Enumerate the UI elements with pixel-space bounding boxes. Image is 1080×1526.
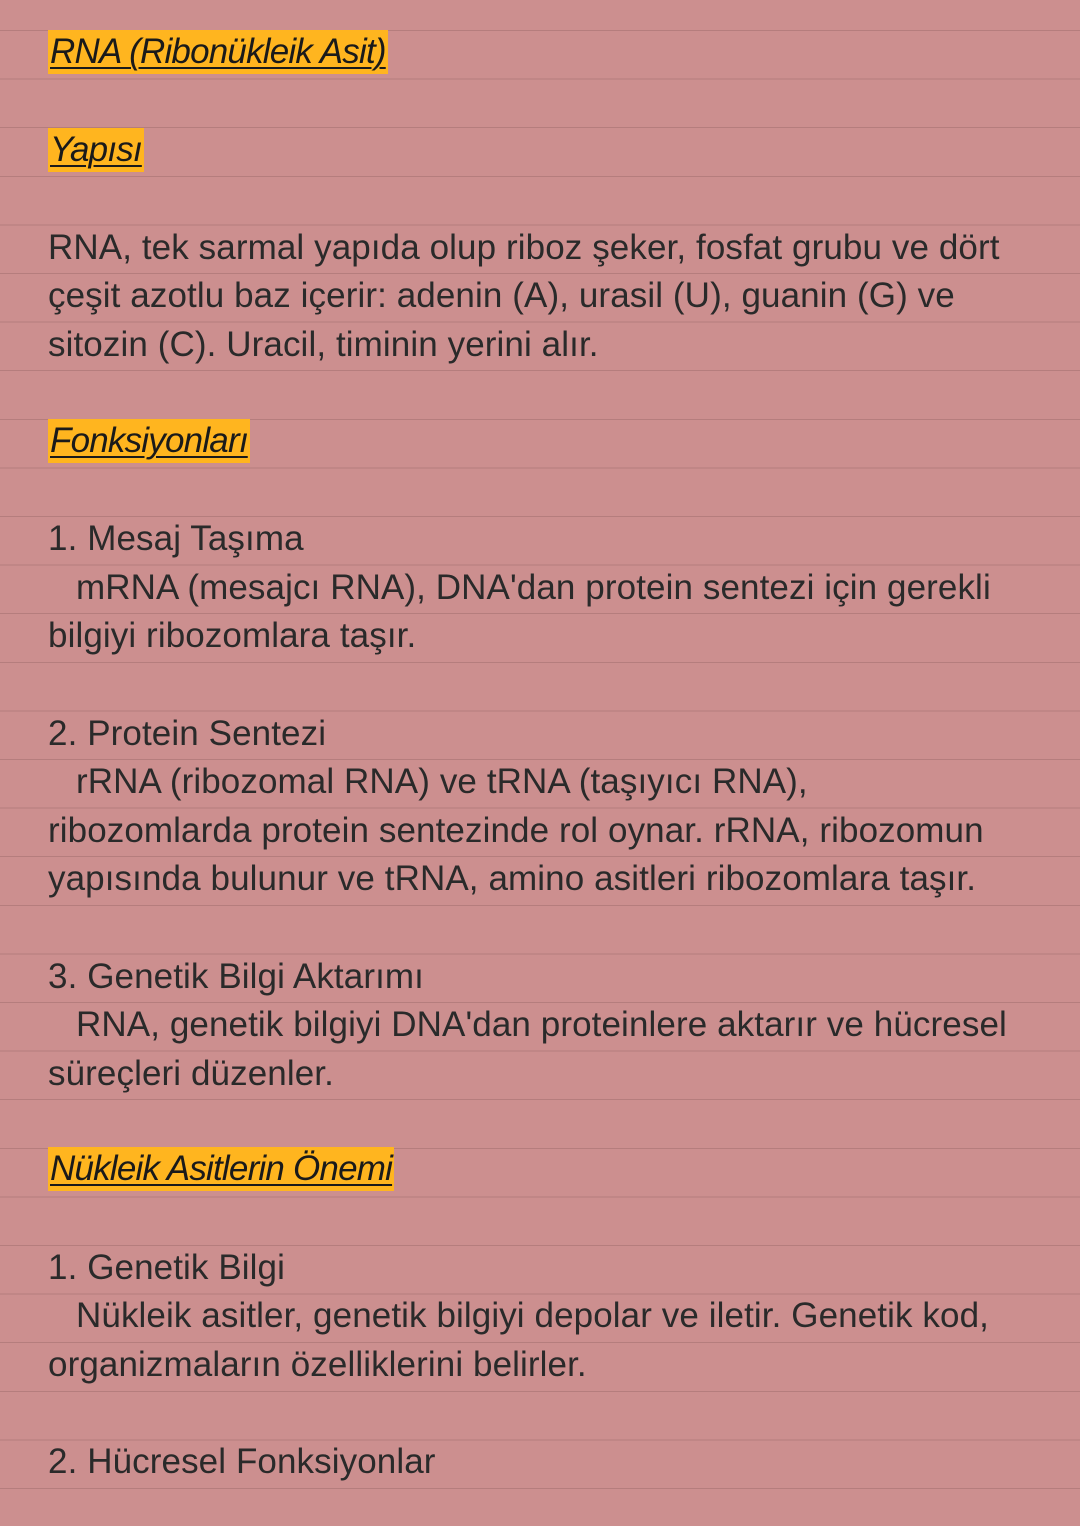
importance-1-line-1: Nükleik asitler, genetik bilgiyi depolar ve iletir. Genetik kod,: [76, 1296, 989, 1335]
function-1-line-1: mRNA (mesajcı RNA), DNA'dan protein sentezi için gerekli: [76, 568, 991, 607]
function-2-line-2: ribozomlarda protein sentezinde rol oynar. rRNA, ribozomun: [48, 811, 984, 850]
function-2-title: 2. Protein Sentezi: [48, 714, 327, 753]
function-2-line-3: yapısında bulunur ve tRNA, amino asitleri ribozomlara taşır.: [48, 859, 977, 898]
yapisi-line-1: RNA, tek sarmal yapıda olup riboz şeker, fosfat grubu ve dört: [48, 228, 1000, 267]
nukleik-onemi-heading: Nükleik Asitlerin Önemi: [48, 1147, 394, 1191]
function-3-line-2: süreçleri düzenler.: [48, 1054, 334, 1093]
function-2-line-1: rRNA (ribozomal RNA) ve tRNA (taşıyıcı RNA),: [76, 762, 808, 801]
importance-2-title: 2. Hücresel Fonksiyonlar: [48, 1442, 436, 1481]
importance-1-title: 1. Genetik Bilgi: [48, 1248, 285, 1287]
yapisi-line-2: çeşit azotlu baz içerir: adenin (A), urasil (U), guanin (G) ve: [48, 276, 955, 315]
function-1-title: 1. Mesaj Taşıma: [48, 519, 304, 558]
yapisi-heading: Yapısı: [48, 128, 144, 172]
function-3-title: 3. Genetik Bilgi Aktarımı: [48, 957, 424, 996]
fonksiyonlari-heading: Fonksiyonları: [48, 419, 250, 463]
importance-1-line-2: organizmaların özelliklerini belirler.: [48, 1345, 587, 1384]
function-1-line-2: bilgiyi ribozomlara taşır.: [48, 616, 417, 655]
yapisi-line-3: sitozin (C). Uracil, timinin yerini alır.: [48, 325, 599, 364]
rna-title-heading: RNA (Ribonükleik Asit): [48, 30, 388, 74]
function-3-line-1: RNA, genetik bilgiyi DNA'dan proteinlere aktarır ve hücresel: [76, 1005, 1007, 1044]
